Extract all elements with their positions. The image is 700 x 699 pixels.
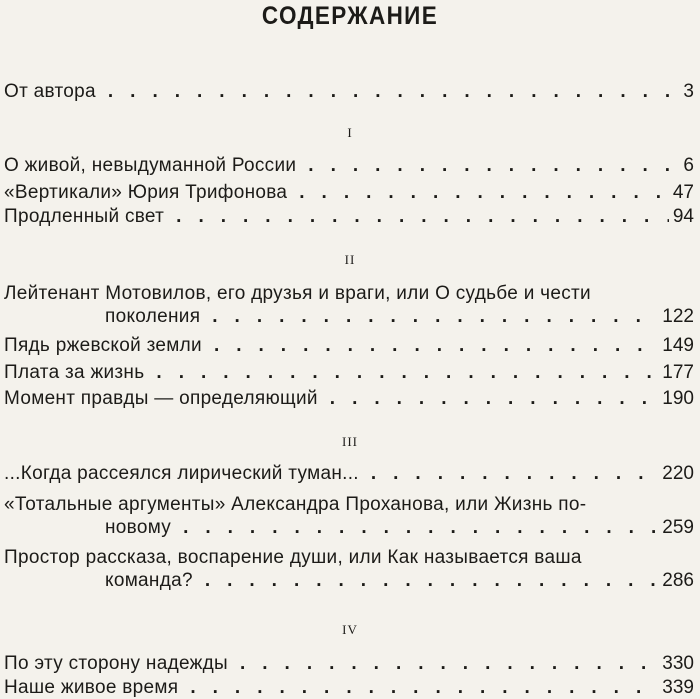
- entry-title: «Вертикали» Юрия Трифонова: [4, 182, 288, 203]
- page-number: 149: [662, 335, 694, 356]
- entry-title: Лейтенант Мотовилов, его друзья и враги, или О судьбе и чести: [4, 283, 591, 304]
- toc-entry: [4, 462, 694, 485]
- toc-entry: [4, 676, 694, 699]
- toc-line-continued: [4, 516, 694, 539]
- toc-entry: [4, 493, 694, 539]
- toc-entry-intro: [4, 80, 694, 103]
- dot-leader: [96, 80, 670, 103]
- entry-title: «Тотальные аргументы» Александра Проханова, или Жизнь по-: [4, 494, 587, 515]
- toc-line: [4, 493, 694, 516]
- toc-line: [4, 546, 694, 569]
- page-number: 259: [662, 517, 694, 538]
- dot-leader: [144, 361, 658, 384]
- page-number: 47: [672, 182, 694, 203]
- toc-line: [4, 361, 694, 384]
- entry-title-continued: команда?: [105, 570, 193, 591]
- section-numeral-4: IV: [342, 622, 358, 637]
- page-number: 220: [662, 463, 694, 484]
- toc-entry: [4, 387, 694, 410]
- entry-title: По эту сторону надежды: [4, 653, 228, 674]
- toc-line-continued: [4, 569, 694, 592]
- toc-line: [4, 282, 694, 305]
- dot-leader: [178, 676, 658, 699]
- page-number: 94: [672, 206, 694, 227]
- page-number: 286: [662, 570, 694, 591]
- entry-title: О живой, невыдуманной России: [4, 155, 297, 176]
- toc-line: [4, 154, 694, 177]
- entry-title: Наше живое время: [4, 677, 179, 698]
- toc-line: [4, 334, 694, 357]
- page-title: СОДЕРЖАНИЕ: [261, 2, 439, 30]
- toc-entry: [4, 154, 694, 177]
- toc-line-continued: [4, 305, 694, 328]
- toc-entry: [4, 546, 694, 592]
- section-numeral-2: II: [344, 252, 356, 267]
- page-number: 3: [683, 81, 694, 102]
- page-number: 177: [662, 362, 694, 383]
- entry-title: ...Когда рассеялся лирический туман...: [4, 463, 359, 484]
- page-number: 190: [662, 388, 694, 409]
- page-number: 6: [683, 155, 694, 176]
- page-number: 339: [662, 677, 694, 698]
- entry-title: Продленный свет: [4, 206, 165, 227]
- toc-line: [4, 181, 694, 204]
- entry-title: Простор рассказа, воспарение души, или Как называется ваша: [4, 547, 582, 568]
- dot-leader: [200, 305, 658, 328]
- entry-title-continued: новому: [105, 517, 172, 538]
- toc-line: [4, 80, 694, 103]
- toc-line: [4, 652, 694, 675]
- entry-title: Пядь ржевской земли: [4, 335, 202, 356]
- toc-line: [4, 462, 694, 485]
- dot-leader: [287, 181, 669, 204]
- entry-title: Момент правды — определяющий: [4, 388, 318, 409]
- toc-line: [4, 387, 694, 410]
- dot-leader: [171, 516, 658, 539]
- toc-entry: [4, 282, 694, 328]
- section-numeral-3: III: [342, 434, 358, 449]
- dot-leader: [202, 334, 658, 357]
- toc-entry: [4, 334, 694, 357]
- toc-entry: [4, 181, 694, 204]
- toc-entry: [4, 361, 694, 384]
- dot-leader: [193, 569, 658, 592]
- section-numeral-1: I: [347, 125, 353, 140]
- dot-leader: [228, 652, 658, 675]
- page-number: 330: [662, 653, 694, 674]
- page-number: 122: [662, 306, 694, 327]
- toc-line: [4, 676, 694, 699]
- entry-title-continued: поколения: [105, 306, 201, 327]
- toc-entry: [4, 652, 694, 675]
- entry-title: Плата за жизнь: [4, 362, 145, 383]
- dot-leader: [318, 387, 659, 410]
- toc-line: [4, 205, 694, 228]
- dot-leader: [359, 462, 658, 485]
- entry-title: От автора: [4, 81, 96, 102]
- dot-leader: [164, 205, 669, 228]
- dot-leader: [296, 154, 670, 177]
- toc-entry: [4, 205, 694, 228]
